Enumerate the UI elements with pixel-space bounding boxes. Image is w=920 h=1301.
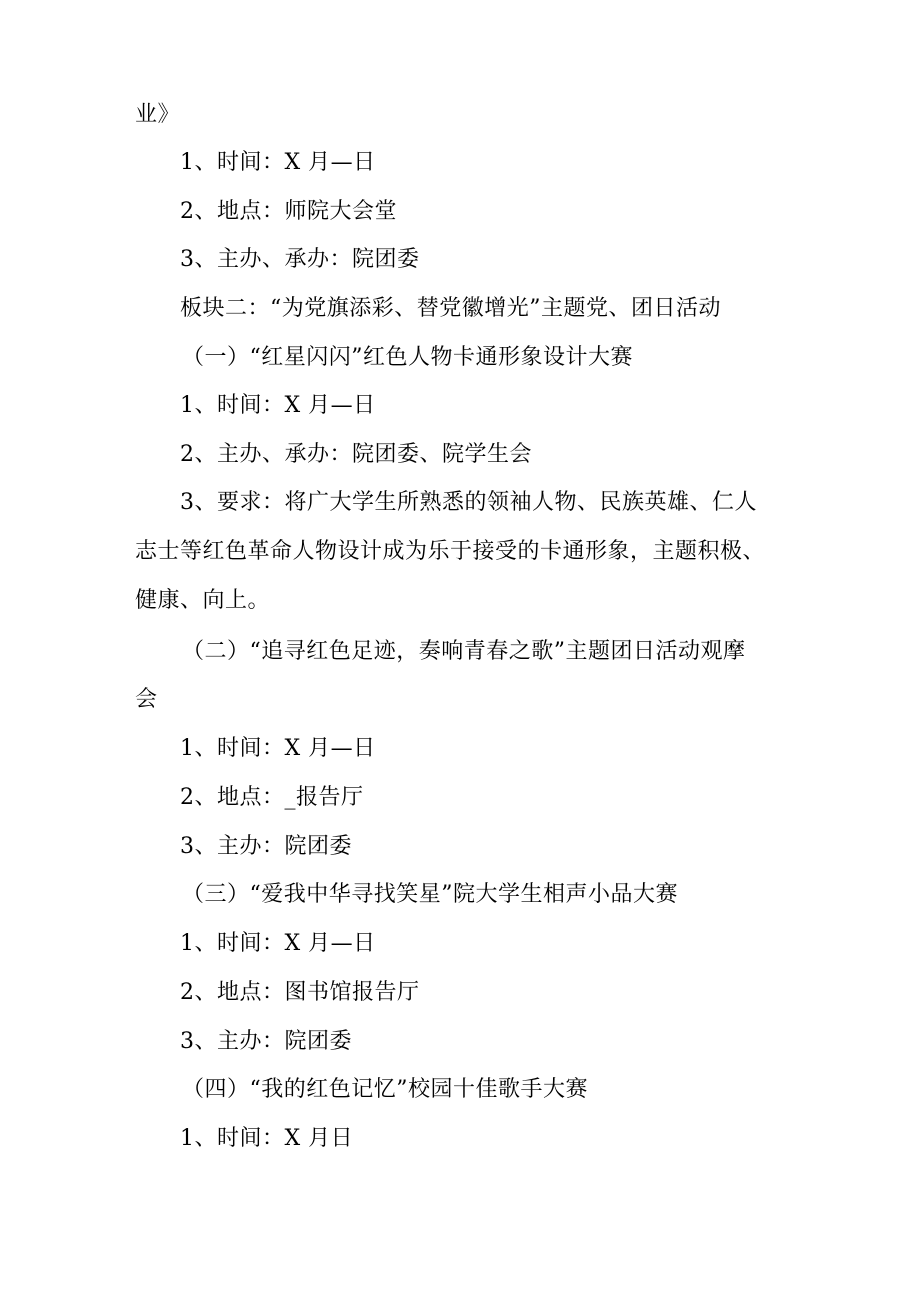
- subsection-heading: （一）“红星闪闪”红色人物卡通形象设计大赛: [182, 345, 633, 370]
- text-line: 2、地点：师院大会堂: [180, 199, 397, 224]
- subsection-heading: （四）“我的红色记忆”校园十佳歌手大赛: [182, 1077, 588, 1102]
- text-line: 1、时间：X 月—日: [180, 393, 376, 418]
- text-line: 2、主办、承办：院团委、院学生会: [180, 442, 532, 467]
- text-line: 1、时间：X 月—日: [180, 150, 376, 175]
- subsection-heading: （二）“追寻红色足迹，奏响青春之歌”主题团日活动观摩: [182, 639, 746, 664]
- text-line: 业》: [135, 102, 181, 127]
- text-line: 2、地点：_报告厅: [180, 785, 364, 810]
- text-line: 1、时间：X 月日: [180, 1126, 354, 1151]
- text-line: 3、主办：院团委: [180, 834, 352, 859]
- text-line: 健康、向上。: [135, 588, 271, 613]
- text-line: 3、主办、承办：院团委: [180, 247, 420, 272]
- text-line: 3、要求：将广大学生所熟悉的领袖人物、民族英雄、仁人: [180, 490, 757, 515]
- text-line: 会: [135, 687, 158, 712]
- text-line: 1、时间：X 月—日: [180, 931, 376, 956]
- text-line: 1、时间：X 月—日: [180, 736, 376, 761]
- text-line: 3、主办：院团委: [180, 1029, 352, 1054]
- text-line: 志士等红色革命人物设计成为乐于接受的卡通形象，主题积极、: [135, 539, 766, 564]
- subsection-heading: （三）“爱我中华寻找笑星”院大学生相声小品大赛: [182, 882, 678, 907]
- text-line: 2、地点：图书馆报告厅: [180, 980, 420, 1005]
- section-heading: 板块二：“为党旗添彩、替党徽增光”主题党、团日活动: [180, 296, 721, 321]
